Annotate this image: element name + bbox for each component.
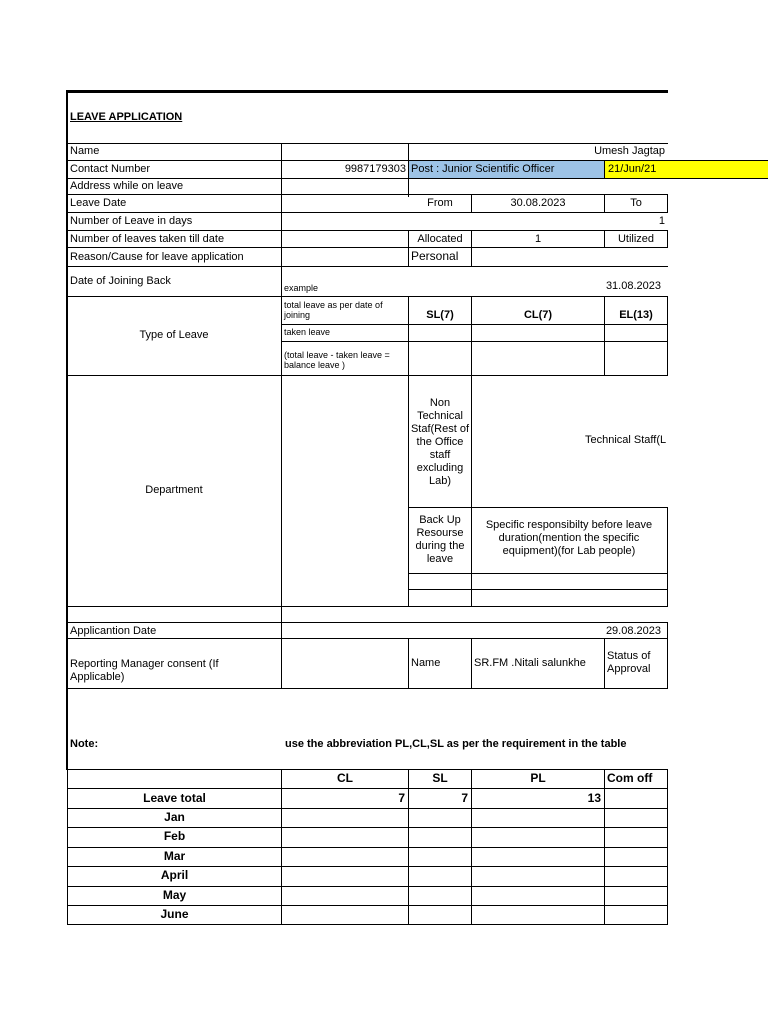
sl-header: SL(7) — [426, 309, 454, 321]
grid-line — [667, 230, 668, 247]
grid-line — [67, 827, 668, 828]
grid-line — [281, 143, 282, 688]
grid-line — [67, 769, 668, 770]
name-label: Name — [70, 145, 100, 157]
summary-header-sl: SL — [432, 771, 448, 785]
grid-line — [667, 194, 668, 212]
total-pl[interactable]: 13 — [587, 791, 601, 805]
total-sl[interactable]: 7 — [461, 791, 468, 805]
total-leave-note: total leave as per date of joining — [284, 300, 383, 320]
reason-label: Reason/Cause for leave application — [70, 251, 244, 263]
balance-leave-note: (total leave - taken leave = balance leave ) — [284, 350, 390, 370]
joining-example: example — [284, 283, 319, 293]
grid-line — [408, 638, 409, 688]
grid-line — [67, 638, 668, 639]
grid-line — [67, 160, 668, 161]
grid-line — [67, 606, 668, 607]
grid-line — [281, 324, 668, 325]
leave-total-label: Leave total — [143, 791, 206, 805]
form-title: LEAVE APPLICATION — [70, 111, 183, 123]
from-label: From — [427, 197, 453, 209]
contact-value[interactable]: 9987179303 — [344, 163, 406, 175]
utilized-label: Utilized — [617, 233, 655, 245]
grid-line — [67, 194, 668, 195]
grid-line — [604, 769, 605, 925]
allocated-label: Allocated — [417, 233, 463, 245]
total-cl[interactable]: 7 — [398, 791, 405, 805]
grid-line — [667, 296, 668, 376]
grid-line — [604, 160, 768, 161]
grid-line — [471, 375, 472, 607]
grid-line — [67, 247, 668, 248]
grid-line — [604, 638, 605, 688]
type-of-leave-label: Type of Leave — [139, 329, 209, 341]
non-technical-staff: Non Technical Staf(Rest of the Office staff excluding Lab) — [410, 397, 470, 487]
month-row-label: June — [160, 907, 189, 921]
grid-line — [67, 296, 668, 297]
grid-line — [67, 847, 668, 848]
num-days-label: Number of Leave in days — [70, 215, 193, 227]
taken-leave-note: taken leave — [284, 327, 331, 337]
post-value[interactable]: Post : Junior Scientific Officer — [411, 163, 555, 175]
summary-header-pl: PL — [530, 771, 546, 785]
grid-line — [408, 143, 409, 197]
left-border — [66, 90, 68, 770]
grid-line — [67, 622, 668, 623]
post-date[interactable]: 21/Jun/21 — [608, 163, 657, 175]
manager-label: Reporting Manager consent (If Applicable) — [70, 658, 219, 683]
cl-header: CL(7) — [523, 309, 553, 321]
grid-line — [67, 808, 668, 809]
grid-line — [604, 178, 768, 179]
manager-name-value[interactable]: SR.FM .Nitali salunkhe — [474, 657, 586, 669]
application-date-value[interactable]: 29.08.2023 — [605, 625, 661, 637]
taken-till-label: Number of leaves taken till date — [70, 233, 225, 245]
specific-responsibility: Specific responsibilty before leave duration(mention the specific equipment)(for Lab people) — [485, 519, 653, 557]
grid-line — [67, 212, 668, 213]
summary-header-cl: CL — [337, 771, 353, 785]
grid-line — [67, 886, 668, 887]
grid-line — [667, 769, 668, 925]
grid-line — [67, 905, 668, 906]
joining-back-value[interactable]: 31.08.2023 — [605, 280, 661, 292]
address-label: Address while on leave — [70, 180, 184, 192]
reason-value[interactable]: Personal — [411, 249, 459, 263]
note-text: use the abbreviation PL,CL,SL as per the requirement in the table — [285, 738, 627, 750]
grid-line — [408, 589, 668, 590]
grid-line — [67, 266, 668, 267]
month-row-label: Mar — [163, 849, 186, 863]
grid-line — [281, 341, 668, 342]
leave-summary-table — [67, 769, 668, 926]
department-label: Department — [145, 484, 203, 496]
grid-line — [667, 507, 668, 607]
grid-line — [408, 507, 668, 508]
grid-line — [67, 788, 668, 789]
technical-staff: Technical Staff(L — [585, 434, 667, 446]
grid-line — [67, 866, 668, 867]
leave-date-label: Leave Date — [70, 197, 127, 209]
grid-line — [408, 573, 668, 574]
allocated-value[interactable]: 1 — [534, 233, 542, 245]
to-label: To — [630, 197, 642, 209]
note-label: Note: — [70, 738, 99, 750]
grid-line — [604, 160, 605, 178]
grid-line — [67, 375, 668, 376]
month-row-label: Feb — [163, 829, 186, 843]
grid-line — [667, 622, 668, 688]
el-header: EL(13) — [619, 309, 653, 321]
summary-header-com-off: Com off — [607, 771, 653, 785]
manager-name-label: Name — [411, 657, 441, 669]
grid-line — [471, 638, 472, 688]
joining-back-label: Date of Joining Back — [70, 275, 171, 287]
month-row-label: May — [162, 888, 187, 902]
name-value[interactable]: Umesh Jagtap — [594, 145, 665, 157]
application-date-label: Applicantion Date — [70, 625, 157, 637]
grid-line — [67, 924, 668, 925]
top-border — [66, 90, 668, 93]
num-days-value[interactable]: 1 — [658, 215, 665, 227]
grid-line — [67, 688, 668, 689]
from-value[interactable]: 30.08.2023 — [510, 197, 566, 209]
month-row-label: April — [160, 868, 189, 882]
status-of-approval-label: Status of Approval — [607, 650, 651, 675]
backup-resource: Back Up Resourse during the leave — [415, 514, 465, 565]
grid-line — [67, 230, 668, 231]
contact-label: Contact Number — [70, 163, 151, 175]
month-row-label: Jan — [164, 810, 185, 824]
